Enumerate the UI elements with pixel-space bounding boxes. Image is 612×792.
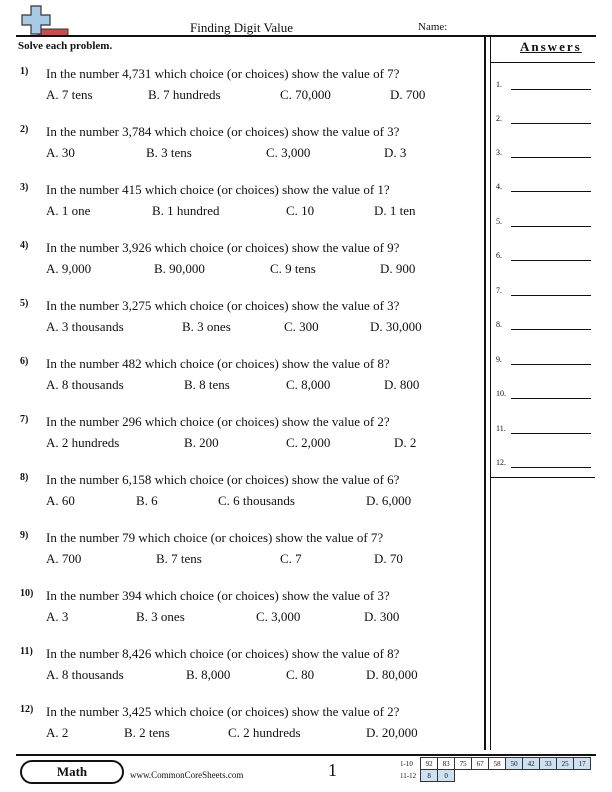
answer-number: 8.: [496, 320, 502, 329]
answer-blank[interactable]: [511, 123, 591, 124]
question-text: In the number 3,926 which choice (or choices) show the value of 9?: [46, 240, 400, 255]
answer-choice[interactable]: C. 2 hundreds: [228, 725, 301, 740]
answer-choice[interactable]: B. 1 hundred: [152, 203, 220, 218]
answer-choice[interactable]: A. 30: [46, 145, 75, 160]
score-key-label: 11-12: [400, 771, 417, 780]
answer-choice[interactable]: B. 90,000: [154, 261, 205, 276]
question-number: 3): [20, 182, 29, 193]
score-key-cell: 33: [540, 758, 557, 770]
answer-number: 12.: [496, 458, 506, 467]
score-key-cell: 67: [472, 758, 489, 770]
answer-choice[interactable]: D. 1 ten: [374, 203, 416, 218]
answer-choice[interactable]: D. 6,000: [366, 493, 412, 508]
answer-number: 11.: [496, 424, 506, 433]
answer-number: 9.: [496, 355, 502, 364]
answer-choice[interactable]: B. 200: [184, 435, 219, 450]
answer-choice[interactable]: B. 8,000: [186, 667, 231, 682]
page-title: Finding Digit Value: [190, 20, 294, 35]
footer-divider: [16, 754, 596, 756]
answer-choice[interactable]: B. 7 tens: [156, 551, 202, 566]
score-key-cell: 0: [438, 770, 455, 782]
answer-blank[interactable]: [511, 226, 591, 227]
score-key-cell: 92: [421, 758, 438, 770]
score-key-cell: 83: [438, 758, 455, 770]
answer-choice[interactable]: D. 80,000: [366, 667, 418, 682]
score-key-cell: 8: [421, 770, 438, 782]
answer-choice[interactable]: D. 300: [364, 609, 400, 624]
answer-choice[interactable]: A. 8 thousands: [46, 667, 124, 682]
answers-heading: Answers: [520, 39, 582, 54]
question-text: In the number 3,425 which choice (or choices) show the value of 2?: [46, 704, 400, 719]
answer-choice[interactable]: B. 3 ones: [136, 609, 185, 624]
answer-number: 3.: [496, 148, 502, 157]
website-link[interactable]: www.CommonCoreSheets.com: [130, 770, 244, 780]
answer-choice[interactable]: C. 10: [286, 203, 315, 218]
answer-choice[interactable]: A. 2: [46, 725, 69, 740]
score-key-cell: 75: [455, 758, 472, 770]
page-number: 1: [328, 760, 337, 780]
answer-blank[interactable]: [511, 433, 591, 434]
answer-choice[interactable]: D. 30,000: [370, 319, 422, 334]
answer-choice[interactable]: C. 3,000: [266, 145, 311, 160]
answer-choice[interactable]: C. 6 thousands: [218, 493, 295, 508]
answer-choice[interactable]: C. 70,000: [280, 87, 331, 102]
score-key-cell: 42: [523, 758, 540, 770]
answer-choice[interactable]: C. 7: [280, 551, 302, 566]
answer-choice[interactable]: D. 2: [394, 435, 417, 450]
question-number: 7): [20, 414, 29, 425]
question-number: 6): [20, 356, 29, 367]
answer-choice[interactable]: D. 700: [390, 87, 426, 102]
question-text: In the number 415 which choice (or choices) show the value of 1?: [46, 182, 390, 197]
answer-blank[interactable]: [511, 191, 591, 192]
answer-blank[interactable]: [511, 398, 591, 399]
answer-blank[interactable]: [511, 260, 591, 261]
score-key-row: [398, 758, 591, 770]
answer-choice[interactable]: C. 300: [284, 319, 319, 334]
answer-choice[interactable]: A. 2 hundreds: [46, 435, 120, 450]
answer-blank[interactable]: [511, 364, 591, 365]
answer-number: 1.: [496, 80, 502, 89]
answer-number: 10.: [496, 389, 506, 398]
header-divider: [16, 35, 596, 37]
score-key-cell: 58: [489, 758, 506, 770]
answer-choice[interactable]: D. 20,000: [366, 725, 418, 740]
answer-choice[interactable]: D. 800: [384, 377, 420, 392]
question-text: In the number 482 which choice (or choices) show the value of 8?: [46, 356, 390, 371]
answer-number: 6.: [496, 251, 502, 260]
answer-blank[interactable]: [511, 157, 591, 158]
question-text: In the number 8,426 which choice (or choices) show the value of 8?: [46, 646, 400, 661]
answer-choice[interactable]: B. 2 tens: [124, 725, 170, 740]
answer-number: 2.: [496, 114, 502, 123]
answer-choice[interactable]: A. 9,000: [46, 261, 92, 276]
question-number: 9): [20, 530, 29, 541]
subject-badge: Math: [20, 760, 124, 784]
question-number: 11): [20, 646, 33, 657]
answer-choice[interactable]: B. 3 ones: [182, 319, 231, 334]
question-number: 12): [20, 704, 34, 715]
score-key-label: 1-10: [400, 759, 413, 768]
answer-choice[interactable]: B. 6: [136, 493, 158, 508]
question-text: In the number 3,784 which choice (or choices) show the value of 3?: [46, 124, 400, 139]
answer-blank[interactable]: [511, 295, 591, 296]
question-text: In the number 3,275 which choice (or choices) show the value of 3?: [46, 298, 400, 313]
answer-number: 4.: [496, 182, 502, 191]
question-number: 1): [20, 66, 29, 77]
answer-choice[interactable]: A. 8 thousands: [46, 377, 124, 392]
answer-choice[interactable]: A. 60: [46, 493, 75, 508]
answer-choice[interactable]: C. 9 tens: [270, 261, 316, 276]
answer-choice[interactable]: A. 700: [46, 551, 82, 566]
answers-box: [490, 62, 595, 478]
answer-choice[interactable]: D. 900: [380, 261, 416, 276]
answer-choice[interactable]: D. 3: [384, 145, 407, 160]
question-text: In the number 6,158 which choice (or choices) show the value of 6?: [46, 472, 400, 487]
math-cross-logo-icon: [20, 5, 70, 37]
answer-blank[interactable]: [511, 89, 591, 90]
question-text: In the number 4,731 which choice (or choices) show the value of 7?: [46, 66, 400, 81]
question-number: 10): [20, 588, 34, 599]
answer-blank[interactable]: [511, 329, 591, 330]
score-key-cell: 17: [574, 758, 591, 770]
column-divider: [484, 36, 486, 750]
score-key-cell: 50: [506, 758, 523, 770]
score-key-row: [398, 770, 591, 782]
answer-number: 7.: [496, 286, 502, 295]
answer-choice[interactable]: B. 7 hundreds: [148, 87, 221, 102]
answer-choice[interactable]: C. 2,000: [286, 435, 331, 450]
answer-choice[interactable]: B. 8 tens: [184, 377, 230, 392]
answer-number: 5.: [496, 217, 502, 226]
score-key-table: [398, 757, 591, 782]
answer-choice[interactable]: A. 1 one: [46, 203, 91, 218]
name-label: Name:: [418, 21, 448, 33]
answer-choice[interactable]: C. 80: [286, 667, 315, 682]
answer-choice[interactable]: A. 3: [46, 609, 69, 624]
answer-choice[interactable]: A. 7 tens: [46, 87, 93, 102]
question-text: In the number 394 which choice (or choices) show the value of 3?: [46, 588, 390, 603]
answer-blank[interactable]: [511, 467, 591, 468]
answer-choice[interactable]: C. 3,000: [256, 609, 301, 624]
question-text: In the number 79 which choice (or choices) show the value of 7?: [46, 530, 384, 545]
question-number: 8): [20, 472, 29, 483]
question-number: 5): [20, 298, 29, 309]
question-number: 2): [20, 124, 29, 135]
instructions: Solve each problem.: [18, 40, 113, 52]
answer-choice[interactable]: D. 70: [374, 551, 403, 566]
answer-choice[interactable]: B. 3 tens: [146, 145, 192, 160]
answer-choice[interactable]: C. 8,000: [286, 377, 331, 392]
question-text: In the number 296 which choice (or choices) show the value of 2?: [46, 414, 390, 429]
question-number: 4): [20, 240, 29, 251]
score-key-cell: 25: [557, 758, 574, 770]
answer-choice[interactable]: A. 3 thousands: [46, 319, 124, 334]
